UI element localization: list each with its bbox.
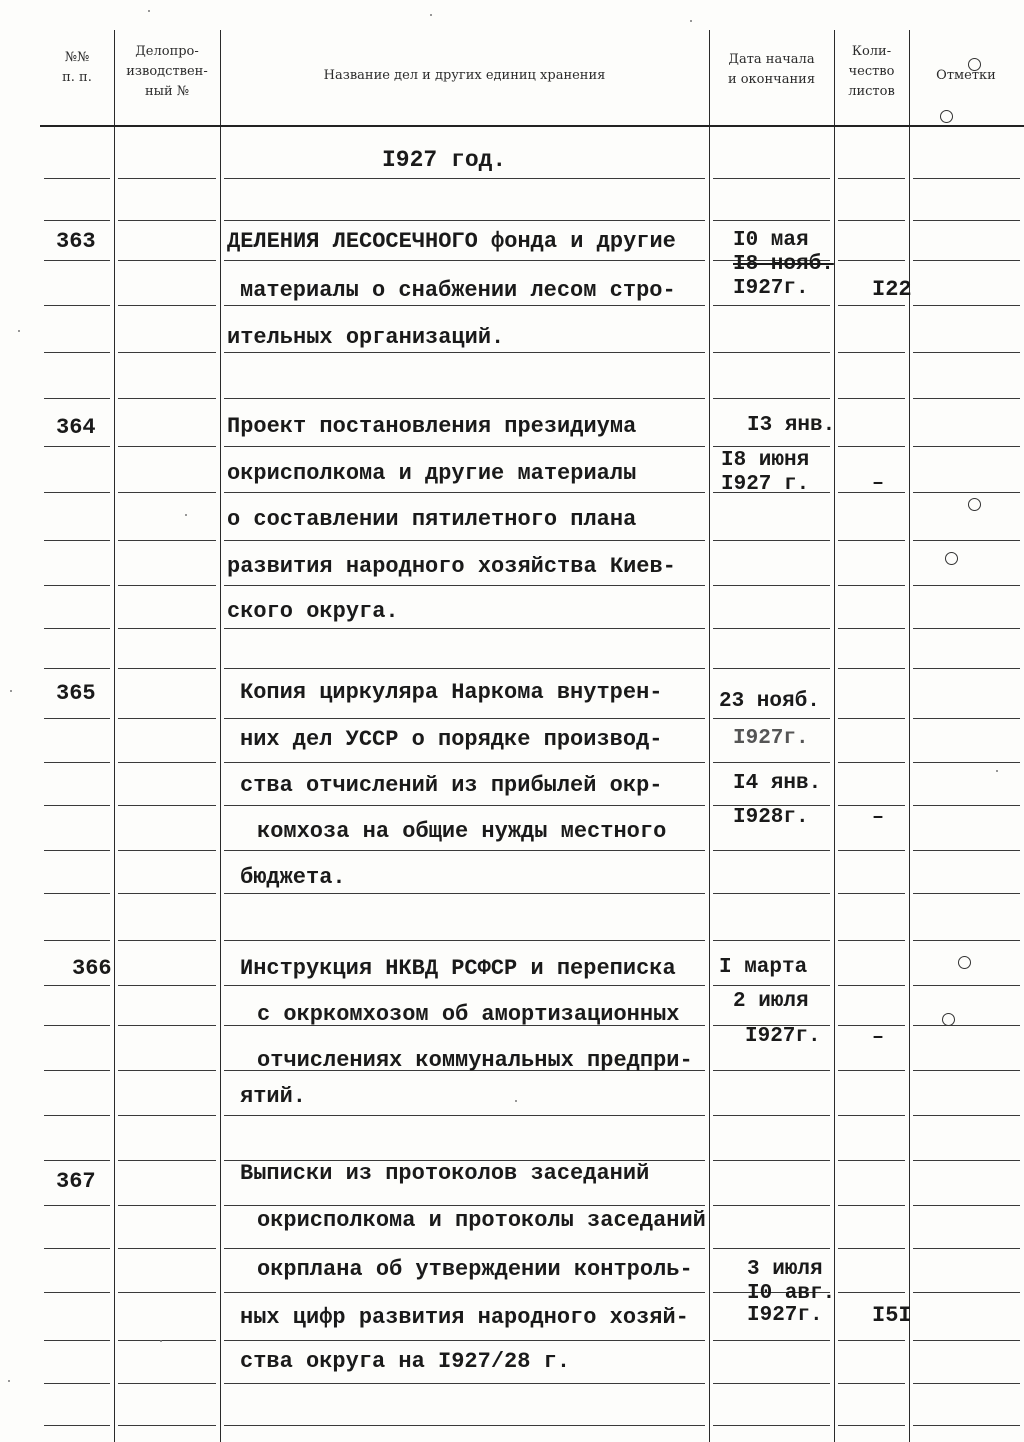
ruled-line (913, 1025, 1020, 1026)
ruled-line (913, 492, 1020, 493)
ruled-line (713, 850, 830, 851)
header-col-dates: Дата начала и окончания (727, 52, 816, 87)
ruled-line (713, 1160, 830, 1161)
record-title-line: ДЕЛЕНИЯ ЛЕСОСЕЧНОГО фонда и другие (227, 229, 676, 254)
record-sheet-count: I5I (872, 1303, 912, 1328)
ruled-line (44, 1115, 110, 1116)
ruled-line (838, 628, 905, 629)
record-sheet-count: – (872, 1026, 885, 1049)
paper-speck (515, 1100, 517, 1102)
record-title-line: Выписки из протоколов заседаний (240, 1161, 650, 1186)
ruled-line (913, 718, 1020, 719)
ruled-line (913, 540, 1020, 541)
ruled-line (913, 893, 1020, 894)
ruled-line (713, 398, 830, 399)
header-col-title: Название дел и других единиц хранения (323, 68, 606, 83)
ruled-line (713, 1340, 830, 1341)
ruled-line (118, 850, 216, 851)
ruled-line (118, 1160, 216, 1161)
ruled-line (44, 260, 110, 261)
record-date: I927г. (733, 727, 809, 750)
ruled-line (118, 492, 216, 493)
ruled-line (713, 1115, 830, 1116)
ruled-line (838, 585, 905, 586)
ruled-line (224, 668, 705, 669)
record-title-line: Инструкция НКВД РСФСР и переписка (240, 956, 676, 981)
ruled-line (118, 1205, 216, 1206)
record-date: I4 янв. (733, 772, 822, 795)
ruled-line (913, 178, 1020, 179)
record-date: 23 нояб. (719, 690, 820, 713)
record-title-line: с окркомхозом об амортизационных (257, 1002, 680, 1027)
ruled-line (118, 446, 216, 447)
record-date: I8 июня (721, 449, 810, 472)
record-date: I8 нояб. (733, 253, 834, 276)
ruled-line (713, 718, 830, 719)
ruled-line (44, 352, 110, 353)
ruled-line (224, 260, 705, 261)
ruled-line (913, 628, 1020, 629)
record-number: 367 (56, 1169, 96, 1194)
record-title-line: материалы о снабжении лесом стро- (240, 278, 676, 303)
record-title-line: Проект постановления президиума (227, 414, 637, 439)
record-sheet-count: – (872, 472, 885, 495)
punch-hole-mark (968, 58, 981, 71)
record-number: 364 (56, 415, 96, 440)
ruled-line (44, 628, 110, 629)
ruled-line (913, 668, 1020, 669)
ruled-line (838, 1425, 905, 1426)
ruled-line (44, 1292, 110, 1293)
record-number: 365 (56, 681, 96, 706)
ruled-line (224, 1292, 705, 1293)
record-sheet-count: – (872, 806, 885, 829)
ruled-line (118, 805, 216, 806)
ruled-line (913, 585, 1020, 586)
record-date: 2 июля (733, 990, 809, 1013)
ruled-line (913, 985, 1020, 986)
paper-speck (430, 14, 432, 16)
ruled-line (713, 1248, 830, 1249)
ruled-line (118, 398, 216, 399)
ruled-line (838, 1383, 905, 1384)
record-title-line: ных цифр развития народного хозяй- (240, 1305, 689, 1330)
ruled-line (913, 805, 1020, 806)
ruled-line (224, 305, 705, 306)
ruled-line (713, 352, 830, 353)
ruled-line (913, 1292, 1020, 1293)
ruled-line (118, 668, 216, 669)
ruled-line (118, 178, 216, 179)
ruled-line (118, 585, 216, 586)
record-title-line: окрисполкома и протоколы заседаний (257, 1208, 706, 1233)
ruled-line (44, 850, 110, 851)
ruled-line (913, 1383, 1020, 1384)
ruled-line (118, 1340, 216, 1341)
ruled-line (913, 1340, 1020, 1341)
record-title-line: ятий. (240, 1084, 307, 1109)
ruled-line (44, 668, 110, 669)
paper-speck (10, 690, 12, 692)
ruled-line (44, 220, 110, 221)
ruled-line (118, 985, 216, 986)
ruled-line (713, 585, 830, 586)
ruled-line (838, 260, 905, 261)
ruled-line (838, 1340, 905, 1341)
ruled-line (44, 1160, 110, 1161)
record-sheet-count: I22 (872, 277, 912, 302)
ruled-line (118, 940, 216, 941)
ruled-line (838, 893, 905, 894)
ruled-line (913, 305, 1020, 306)
ruled-line (838, 1205, 905, 1206)
ruled-line (713, 668, 830, 669)
record-title-line: развития народного хозяйства Киев- (227, 554, 676, 579)
ruled-line (118, 893, 216, 894)
ruled-line (224, 220, 705, 221)
punch-hole-mark (958, 956, 971, 969)
record-title-line: комхоза на общие нужды местного (257, 819, 667, 844)
record-date: I927г. (745, 1025, 821, 1048)
ruled-line (118, 1383, 216, 1384)
header-col-sheets: Коли- чество листов (848, 44, 895, 99)
ruled-line (838, 305, 905, 306)
ruled-line (118, 1070, 216, 1071)
ruled-line (713, 893, 830, 894)
paper-speck (690, 20, 692, 22)
record-date: I927г. (747, 1304, 823, 1327)
ruled-line (224, 1340, 705, 1341)
ruled-line (44, 1248, 110, 1249)
ruled-line (713, 178, 830, 179)
record-title-line: ства отчислений из прибылей окр- (240, 773, 663, 798)
ruled-line (118, 260, 216, 261)
column-rule (220, 30, 221, 1442)
ruled-line (913, 398, 1020, 399)
record-title-line: отчислениях коммунальных предпри- (257, 1048, 693, 1073)
ruled-line (118, 540, 216, 541)
header-col-office-number: Делопро- изводствен- ный № (126, 44, 208, 99)
ruled-line (838, 762, 905, 763)
ruled-line (713, 1070, 830, 1071)
ruled-line (224, 718, 705, 719)
ruled-line (913, 1160, 1020, 1161)
record-title-line: окрплана об утверждении контроль- (257, 1257, 693, 1282)
ruled-line (224, 1248, 705, 1249)
punch-hole-mark (945, 552, 958, 565)
record-date: I927г. (733, 277, 809, 300)
column-rule (834, 30, 835, 1442)
ruled-line (118, 718, 216, 719)
ruled-line (224, 805, 705, 806)
ruled-line (118, 762, 216, 763)
punch-hole-mark (968, 498, 981, 511)
ruled-line (713, 762, 830, 763)
header-col-number: №№ п. п. (62, 50, 92, 85)
ruled-line (913, 940, 1020, 941)
record-title-line: ительных организаций. (227, 325, 505, 350)
ruled-line (118, 1425, 216, 1426)
column-rule (114, 30, 115, 1442)
ruled-line (224, 985, 705, 986)
ruled-line (224, 446, 705, 447)
ruled-line (44, 1425, 110, 1426)
record-title-line: окрисполкома и другие материалы (227, 461, 637, 486)
record-date: I0 мая (733, 229, 809, 252)
ruled-line (44, 1025, 110, 1026)
ruled-line (838, 1160, 905, 1161)
ruled-line (838, 1248, 905, 1249)
ruled-line (44, 940, 110, 941)
ruled-line (44, 1383, 110, 1384)
ruled-line (913, 1425, 1020, 1426)
ruled-line (913, 352, 1020, 353)
ruled-line (44, 178, 110, 179)
header-rule (40, 125, 1024, 127)
record-title-line: них дел УССР о порядке производ- (240, 727, 663, 752)
ruled-line (44, 985, 110, 986)
ruled-line (118, 352, 216, 353)
ruled-line (118, 1292, 216, 1293)
ruled-line (713, 446, 830, 447)
ruled-line (838, 718, 905, 719)
ruled-line (224, 1425, 705, 1426)
record-date: I928г. (733, 806, 809, 829)
ruled-line (913, 762, 1020, 763)
ruled-line (44, 1340, 110, 1341)
column-rule (909, 30, 910, 1442)
ruled-line (838, 446, 905, 447)
ruled-line (713, 985, 830, 986)
paper-speck (996, 770, 998, 772)
ruled-line (224, 1115, 705, 1116)
ruled-line (838, 668, 905, 669)
ruled-line (838, 1115, 905, 1116)
ruled-line (224, 178, 705, 179)
ruled-line (44, 492, 110, 493)
ruled-line (44, 398, 110, 399)
ruled-line (713, 628, 830, 629)
ruled-line (838, 1070, 905, 1071)
ruled-line (118, 1025, 216, 1026)
record-number: 363 (56, 229, 96, 254)
ruled-line (913, 260, 1020, 261)
record-title-line: бюджета. (240, 865, 346, 890)
ruled-line (838, 985, 905, 986)
ruled-line (913, 1070, 1020, 1071)
ruled-line (224, 492, 705, 493)
ruled-line (913, 1115, 1020, 1116)
ruled-line (118, 1248, 216, 1249)
paper-speck (148, 10, 150, 12)
ruled-line (713, 305, 830, 306)
record-title-line: Копия циркуляра Наркома внутрен- (240, 680, 663, 705)
header-col-notes: Отметки (936, 68, 996, 83)
record-date: I927 г. (721, 473, 810, 496)
record-date: I марта (719, 956, 808, 979)
ruled-line (713, 1425, 830, 1426)
ruled-line (118, 628, 216, 629)
ruled-line (224, 762, 705, 763)
ruled-line (713, 1205, 830, 1206)
ruled-line (913, 446, 1020, 447)
ruled-line (44, 1070, 110, 1071)
ruled-line (44, 762, 110, 763)
ruled-line (44, 893, 110, 894)
ruled-line (44, 585, 110, 586)
ruled-line (838, 940, 905, 941)
ruled-line (118, 1115, 216, 1116)
record-date: I0 авг. (747, 1282, 836, 1305)
ruled-line (913, 850, 1020, 851)
paper-speck (18, 330, 20, 332)
punch-hole-mark (942, 1013, 955, 1026)
ruled-line (838, 352, 905, 353)
ruled-line (713, 540, 830, 541)
record-title-line: ского округа. (227, 599, 399, 624)
ruled-line (224, 540, 705, 541)
ruled-line (838, 398, 905, 399)
ruled-line (224, 1205, 705, 1206)
ruled-line (118, 305, 216, 306)
ruled-line (44, 305, 110, 306)
record-date: I3 янв. (747, 414, 836, 437)
ruled-line (44, 540, 110, 541)
ruled-line (713, 220, 830, 221)
column-rule (709, 30, 710, 1442)
ruled-line (838, 1292, 905, 1293)
punch-hole-mark (940, 110, 953, 123)
record-title-line: ства округа на I927/28 г. (240, 1349, 571, 1374)
ruled-line (913, 220, 1020, 221)
ruled-line (224, 398, 705, 399)
ruled-line (913, 1205, 1020, 1206)
year-heading: I927 год. (382, 147, 507, 173)
ruled-line (224, 1383, 705, 1384)
record-title-line: о составлении пятилетного плана (227, 507, 637, 532)
ruled-line (713, 1383, 830, 1384)
ruled-line (44, 805, 110, 806)
ruled-line (224, 850, 705, 851)
paper-speck (160, 1340, 162, 1342)
ruled-line (838, 220, 905, 221)
ruled-line (838, 850, 905, 851)
record-number: 366 (72, 956, 112, 981)
ruled-line (224, 893, 705, 894)
ruled-line (224, 352, 705, 353)
ruled-line (913, 1248, 1020, 1249)
ruled-line (224, 940, 705, 941)
ruled-line (44, 1205, 110, 1206)
ruled-line (44, 718, 110, 719)
ruled-line (838, 178, 905, 179)
ruled-line (44, 446, 110, 447)
ruled-line (224, 585, 705, 586)
ruled-line (838, 540, 905, 541)
paper-speck (8, 1380, 10, 1382)
paper-speck (185, 514, 187, 516)
ruled-line (224, 628, 705, 629)
ruled-line (118, 220, 216, 221)
record-date: 3 июля (747, 1258, 823, 1281)
ruled-line (713, 940, 830, 941)
